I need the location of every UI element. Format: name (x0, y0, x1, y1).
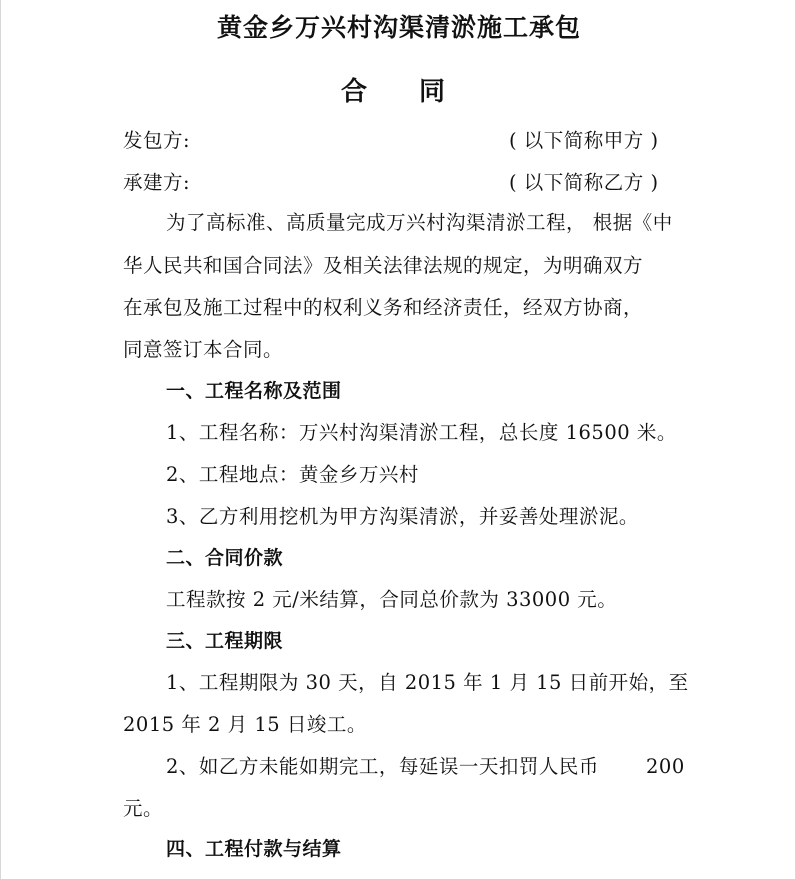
document-subtitle (341, 76, 445, 108)
party-a-note: ( 以下简称甲方 ) (509, 129, 659, 152)
subtitle-char-2: 同 (419, 77, 446, 107)
section-2-heading: 二、合同价款 (166, 547, 284, 569)
party-b-label: 承建方: (123, 171, 191, 194)
document-title: 黄金乡万兴村沟渠清淤施工承包 (216, 13, 581, 42)
section-3-item-2-line-2: 元。 (123, 797, 164, 820)
section-3-item-1-line-1: 1、工程期限为 30 天，自 2015 年 1 月 15 日前开始，至 (166, 671, 689, 694)
section-4-heading: 四、工程付款与结算 (166, 838, 342, 860)
section-3-heading: 三、工程期限 (166, 630, 284, 652)
section-1-item-2: 2、工程地点：黄金乡万兴村 (166, 463, 419, 486)
preamble-line-2: 华人民共和国合同法》及相关法律法规的规定，为明确双方 (123, 254, 644, 277)
section-1-item-3: 3、乙方利用挖机为甲方沟渠清淤，并妥善处理淤泥。 (166, 505, 639, 528)
preamble-line-1: 为了高标准、高质量完成万兴村沟渠清淤工程， 根据《中 (166, 211, 673, 234)
section-3-item-1-line-2: 2015 年 2 月 15 日竣工。 (123, 713, 367, 736)
section-1-heading: 一、工程名称及范围 (166, 380, 342, 402)
preamble-line-4: 同意签订本合同。 (123, 338, 284, 361)
section-3-item-2-amount: 200 (646, 755, 685, 778)
preamble-line-3: 在承包及施工过程中的权利义务和经济责任，经双方协商， (123, 296, 644, 319)
section-1-item-1: 1、工程名称：万兴村沟渠清淤工程，总长度 16500 米。 (166, 421, 677, 444)
party-b-note: ( 以下简称乙方 ) (509, 171, 659, 194)
section-3-item-2-line-1: 2、如乙方未能如期完工，每延误一天扣罚人民币 (166, 755, 599, 778)
party-a-label: 发包方: (123, 129, 191, 152)
subtitle-char-1: 合 (341, 77, 368, 107)
section-2-text: 工程款按 2 元/米结算，合同总价款为 33000 元。 (166, 588, 618, 611)
